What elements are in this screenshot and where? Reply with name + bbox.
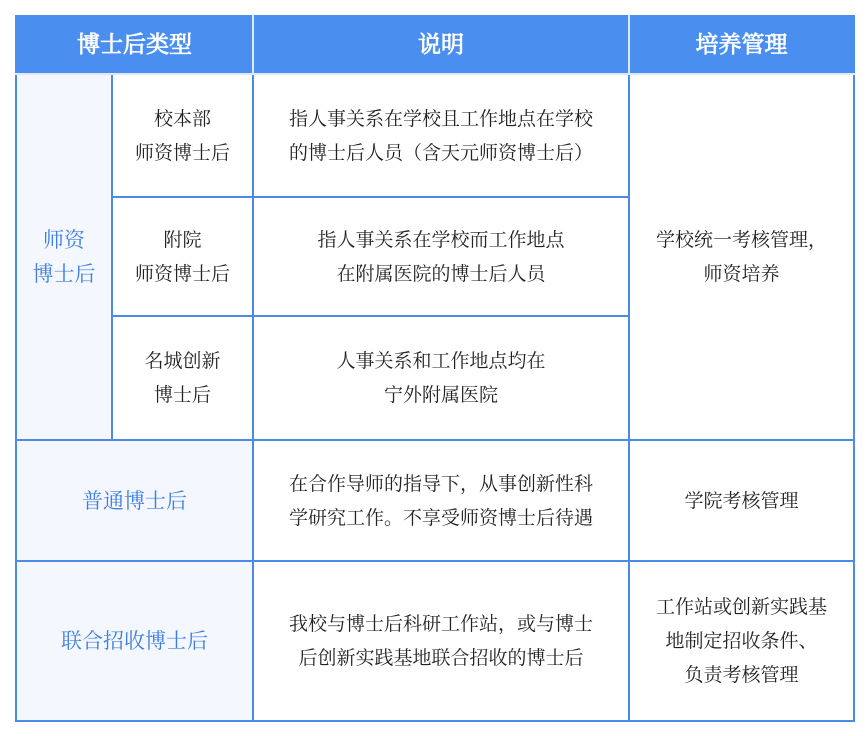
table-row bbox=[16, 561, 854, 721]
management-line: 学校统一考核管理， bbox=[655, 229, 827, 251]
management-line: 负责考核管理 bbox=[684, 664, 799, 686]
general-postdoc-category: 普通博士后 bbox=[16, 440, 253, 561]
joint-postdoc-category: 联合招收博士后 bbox=[16, 561, 253, 721]
header-description: 说明 bbox=[253, 16, 629, 74]
management-line: 工作站或创新实践基 bbox=[655, 596, 827, 618]
header-row bbox=[16, 16, 854, 74]
subtype-line: 附院 bbox=[163, 228, 202, 251]
description-cell bbox=[253, 440, 629, 561]
postdoc-types-table bbox=[15, 15, 855, 722]
faculty-postdoc-category bbox=[16, 74, 112, 440]
management-line: 地制定招收条件、 bbox=[665, 630, 818, 652]
description-line: 的博士后人员（含天元师资博士后） bbox=[288, 141, 593, 164]
description-line: 人事关系和工作地点均在 bbox=[336, 350, 546, 372]
description-line: 宁外附属医院 bbox=[383, 384, 498, 406]
description-cell bbox=[253, 74, 629, 197]
description-cell bbox=[253, 316, 629, 440]
description-line: 学研究工作。不享受师资博士后待遇 bbox=[288, 506, 593, 529]
subtype-line: 博士后 bbox=[153, 384, 211, 406]
description-line: 指人事关系在学校而工作地点 bbox=[317, 228, 565, 251]
table-row bbox=[16, 440, 854, 561]
management-line: 师资培养 bbox=[703, 263, 780, 285]
subtype-line: 师资博士后 bbox=[134, 141, 230, 164]
description-line: 指人事关系在学校且工作地点在学校 bbox=[288, 107, 593, 130]
management-cell bbox=[629, 74, 854, 440]
description-cell bbox=[253, 197, 629, 316]
description-line: 我校与博士后科研工作站，或与博士 bbox=[288, 613, 593, 635]
subtype-cell bbox=[112, 74, 253, 197]
subtype-cell bbox=[112, 197, 253, 316]
description-cell bbox=[253, 561, 629, 721]
description-line: 在附属医院的博士后人员 bbox=[336, 262, 546, 285]
subtype-line: 师资博士后 bbox=[134, 262, 230, 285]
category-line: 博士后 bbox=[32, 262, 96, 286]
description-line: 后创新实践基地联合招收的博士后 bbox=[298, 647, 584, 669]
subtype-line: 名城创新 bbox=[144, 350, 221, 372]
subtype-line: 校本部 bbox=[153, 107, 211, 130]
management-cell bbox=[629, 561, 854, 721]
subtype-cell bbox=[112, 316, 253, 440]
category-line: 师资 bbox=[43, 228, 85, 252]
header-type: 博士后类型 bbox=[16, 16, 253, 74]
management-cell: 学院考核管理 bbox=[629, 440, 854, 561]
table-row bbox=[16, 74, 854, 197]
description-line: 在合作导师的指导下，从事创新性科 bbox=[288, 472, 593, 495]
header-management: 培养管理 bbox=[629, 16, 854, 74]
